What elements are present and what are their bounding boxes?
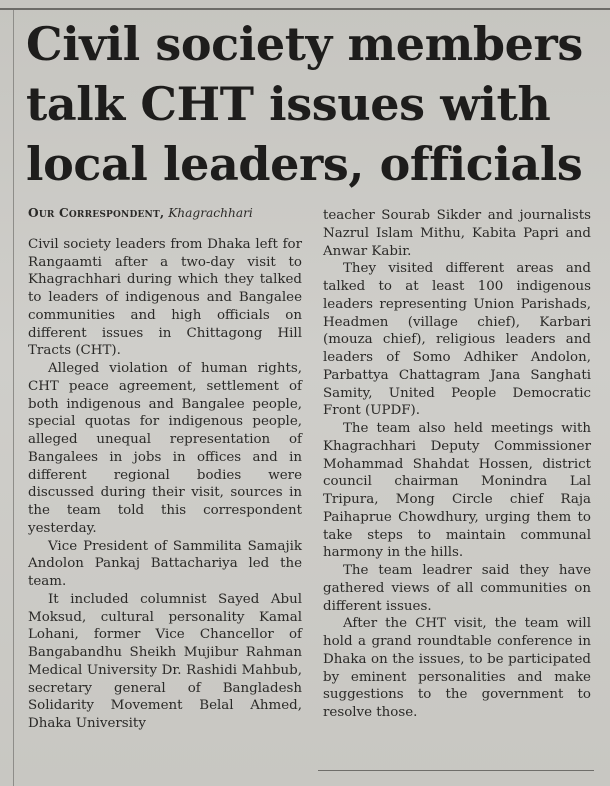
byline-location: Khagrachhari [168,206,253,220]
paragraph: After the CHT visit, the team will hold a grand roundtable conference in Dhaka on the issues, to be participated by eminent personalities and make suggestions to the government to resolve those. [323,616,591,720]
right-column [323,207,591,722]
top-rule [0,8,610,10]
paragraph: teacher Sourab Sikder and journalists Nazrul Islam Mithu, Kabita Papri and Anwar Kabir. [323,208,591,259]
paragraph: Vice President of Sammilita Samajik Andolon Pankaj Battachariya led the team. [28,538,302,589]
bottom-rule [318,770,594,771]
byline-author: Our Correspondent, [28,206,165,220]
headline: Civil society members talk CHT issues with local leaders, officials [26,17,583,191]
paragraph: They visited different areas and talked to at least 100 indigenous leaders representing Union Parishads, Headmen (village chief), Karbari (mouza chief), religious leaders and leaders of Somo Adhiker Andolon, Parbattya Chattagram Jana Sanghati Samity, United People Democratic Front (UPDF). [323,261,591,419]
paragraph: The team leadrer said they have gathered views of all communities on different issues. [323,563,591,614]
byline [28,205,302,223]
left-rule [13,10,14,786]
left-column [28,205,302,733]
paragraph: It included columnist Sayed Abul Moksud, cultural personality Kamal Lohani, former Vice Chancellor of Bangabandhu Sheikh Mujibur Rahman Medical University Dr. Rashidi Mahbub, secretary general of Bangladesh Solidarity Movement Belal Ahmed, Dhaka University [28,591,302,731]
paragraph: Alleged violation of human rights, CHT peace agreement, settlement of both indigenous and Bangalee people, special quotas for indigenous people, alleged unequal representation of Bangalees in jobs in offices and in different regional bodies were discussed during their visit, sources in the team told this correspondent yesterday. [28,361,302,536]
paragraph: The team also held meetings with Khagrachhari Deputy Commissioner Mohammad Shahdat Hossen, district council chairman Monindra Lal Tripura, Mong Circle chief Raja Paihaprue Chowdhury, urging them to take steps to maintain communal harmony in the hills. [323,421,591,561]
paragraph: Civil society leaders from Dhaka left for Rangaamti after a two-day visit to Khagrachhari during which they talked to leaders of indigenous and Bangalee communities and high officials on different issues in Chittagong Hill Tracts (CHT). [28,236,302,359]
